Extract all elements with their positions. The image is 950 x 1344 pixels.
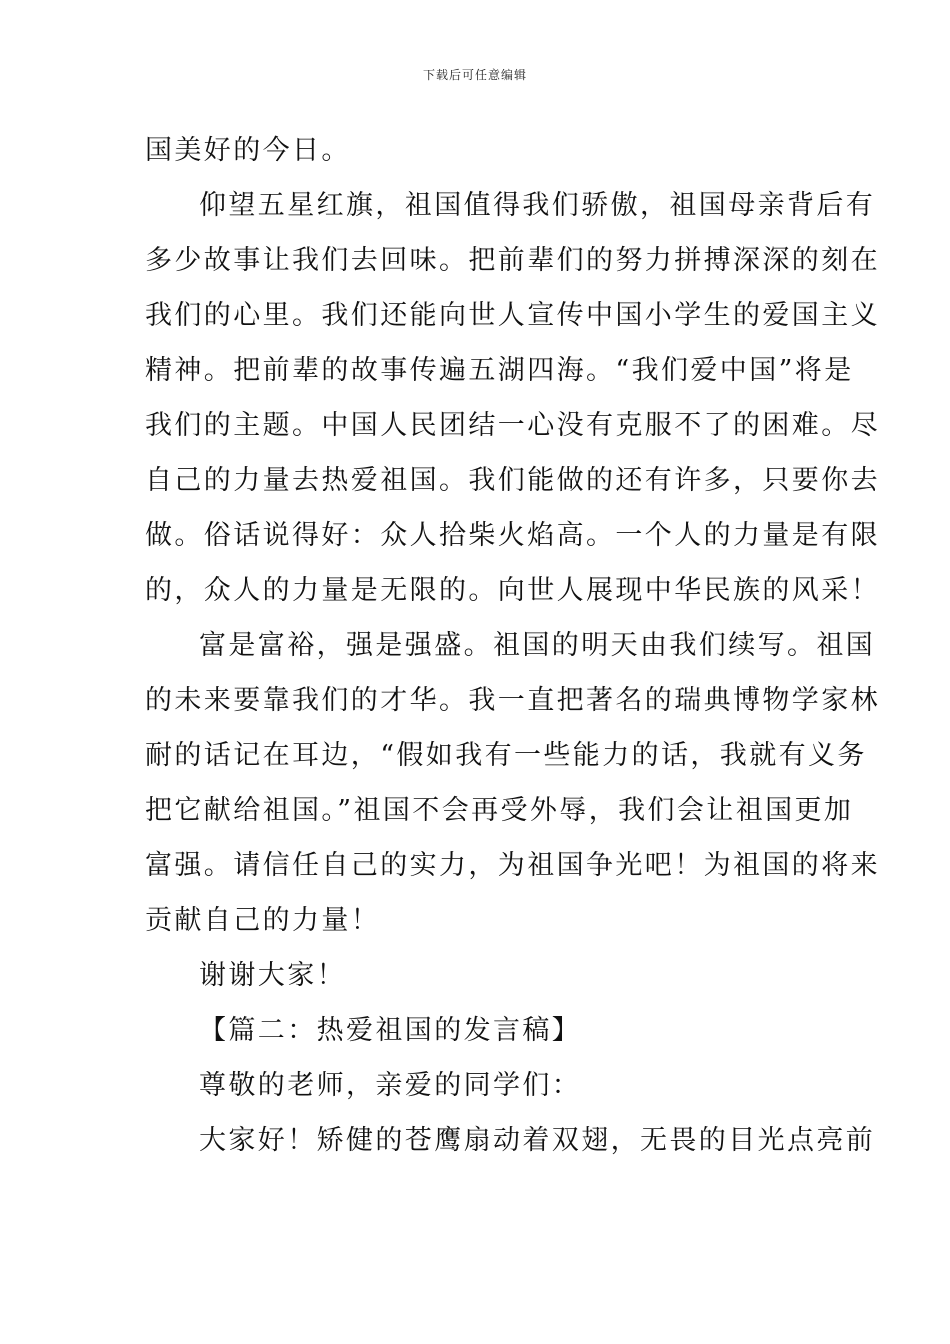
text-line: 多少故事让我们去回味。把前辈们的努力拼搏深深的刻在 bbox=[145, 245, 880, 276]
text-line: 精神。把前辈的故事传遍五湖四海。“我们爱中国”将是 bbox=[145, 355, 854, 386]
text-line: 我们的主题。中国人民团结一心没有克服不了的困难。尽 bbox=[145, 410, 880, 441]
section-heading: 【篇二：热爱祖国的发言稿】 bbox=[199, 1015, 582, 1046]
text-line: 做。俗话说得好：众人拾柴火焰高。一个人的力量是有限 bbox=[145, 520, 880, 551]
text-line: 国美好的今日。 bbox=[145, 135, 351, 166]
text-line: 的，众人的力量是无限的。向世人展现中华民族的风采！ bbox=[145, 575, 880, 606]
text-line: 富是富裕，强是强盛。祖国的明天由我们续写。祖国 bbox=[199, 630, 876, 661]
text-line: 耐的话记在耳边，“假如我有一些能力的话，我就有义务 bbox=[145, 740, 867, 771]
text-line: 把它献给祖国。”祖国不会再受外辱，我们会让祖国更加 bbox=[145, 795, 854, 826]
text-line: 我们的心里。我们还能向世人宣传中国小学生的爱国主义 bbox=[145, 300, 880, 331]
text-line: 自己的力量去热爱祖国。我们能做的还有许多，只要你去 bbox=[145, 465, 880, 496]
text-line: 的未来要靠我们的才华。我一直把著名的瑞典博物学家林 bbox=[145, 685, 880, 716]
text-line: 谢谢大家！ bbox=[199, 960, 346, 991]
text-line: 贡献自己的力量！ bbox=[145, 905, 381, 936]
document-body bbox=[145, 123, 880, 1168]
text-line: 大家好！矫健的苍鹰扇动着双翅，无畏的目光点亮前 bbox=[199, 1125, 876, 1156]
text-line: 富强。请信任自己的实力，为祖国争光吧！为祖国的将来 bbox=[145, 850, 880, 881]
text-line: 仰望五星红旗，祖国值得我们骄傲，祖国母亲背后有 bbox=[199, 190, 876, 221]
page-header: 下载后可任意编辑 bbox=[422, 68, 527, 82]
text-line: 尊敬的老师，亲爱的同学们： bbox=[199, 1070, 582, 1101]
